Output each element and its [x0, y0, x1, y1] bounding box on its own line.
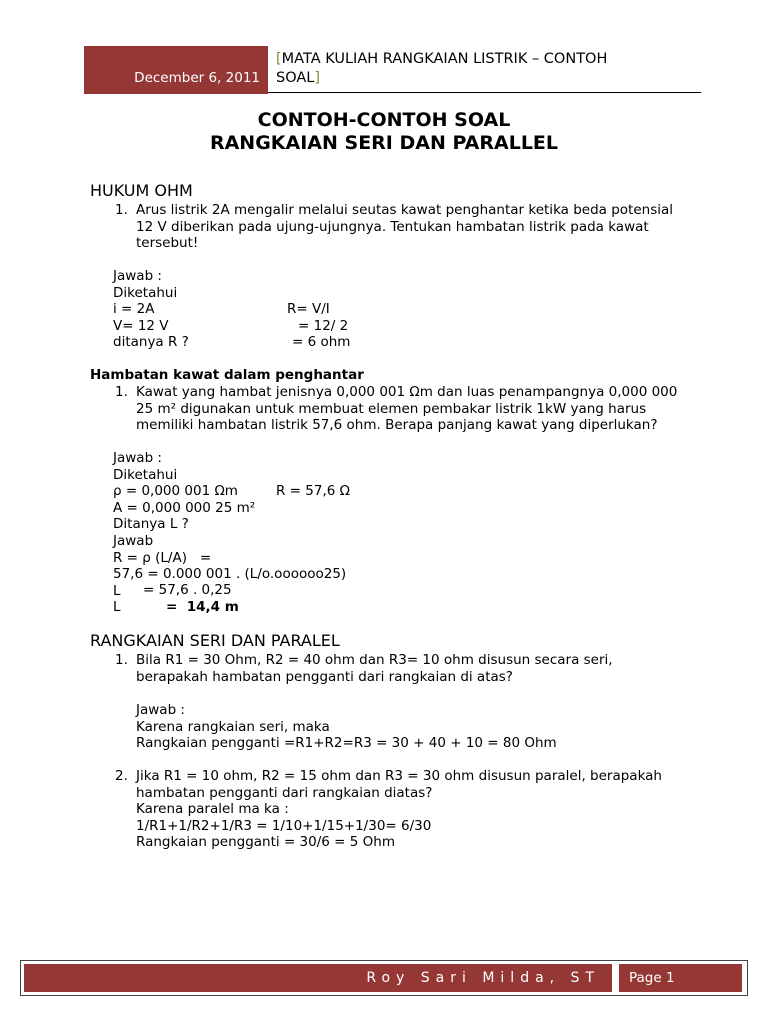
header-title-line2: SOAL	[276, 70, 315, 86]
asked-r: ditanya R ?	[113, 334, 189, 351]
answer-label: Jawab :	[113, 450, 162, 466]
asked-l: Ditanya L ?	[113, 516, 189, 533]
answer-block	[113, 268, 189, 351]
answer-line: 1/R1+1/R2+1/R3 = 1/10+1/15+1/30= 6/30	[136, 817, 432, 834]
footer-page-box	[616, 964, 742, 992]
header-divider	[268, 92, 701, 93]
question-number: 1.	[115, 202, 128, 218]
page-number: Page 1	[629, 970, 675, 986]
question-line: Kawat yang hambat jenisnya 0,000 001 Ωm dan luas penampangnya 0,000 000	[136, 384, 678, 400]
header-date-text: December 6, 2011	[134, 70, 260, 86]
equation-4-label: L	[113, 599, 121, 616]
formula-r: R= V/I	[287, 301, 330, 317]
given-a: A = 0,000 000 25 m²	[113, 499, 256, 516]
question-line: memiliki hambatan listrik 57,6 ohm. Berapa panjang kawat yang diperlukan?	[136, 417, 658, 434]
answer-line: Rangkaian pengganti =R1+R2=R3 = 30 + 40 + 10 = 80 Ohm	[136, 735, 557, 752]
question-number: 2.	[115, 768, 128, 784]
equation-3-label: L	[113, 582, 121, 599]
final-answer: = 14,4 m	[166, 599, 239, 615]
question-text	[136, 202, 673, 252]
given-rho: ρ = 0,000 001 Ωm	[113, 483, 238, 500]
page-title-line1: CONTOH-CONTOH SOAL	[257, 109, 511, 131]
bracket-close: ]	[314, 70, 321, 86]
formula-result: = 6 ohm	[292, 334, 351, 350]
question-line: 12 V diberikan pada ujung-ujungnya. Tentukan hambatan listrik pada kawat	[136, 218, 649, 235]
equation-2: 57,6 = 0.000 001 . (L/o.oooooo25)	[113, 566, 347, 583]
footer-author-bar	[24, 964, 612, 992]
footer	[20, 960, 748, 996]
question-text	[136, 768, 662, 851]
question-line: hambatan pengganti dari rangkaian diatas?	[136, 784, 433, 801]
question-number: 1.	[115, 652, 128, 668]
header-title-line1: MATA KULIAH RANGKAIAN LISTRIK – CONTOH	[281, 51, 608, 67]
given-r: R = 57,6 Ω	[276, 483, 350, 499]
answer-line: Karena paralel ma ka :	[136, 801, 289, 818]
equation-1: R = ρ (L/A) =	[113, 549, 212, 566]
question-text	[136, 384, 677, 434]
question-number: 1.	[115, 384, 128, 400]
equation-3: = 57,6 . 0,25	[143, 582, 232, 598]
question-line: tersebut!	[136, 235, 199, 252]
question-line: Arus listrik 2A mengalir melalui seutas kawat penghantar ketika beda potensial	[136, 202, 674, 218]
question-line: Jika R1 = 10 ohm, R2 = 15 ohm dan R3 = 30 ohm disusun paralel, berapakah	[136, 768, 662, 784]
answer-label-2: Jawab	[113, 532, 154, 549]
section-heading-seri-paralel: RANGKAIAN SERI DAN PARALEL	[90, 631, 340, 650]
formula-step: = 12/ 2	[298, 318, 349, 334]
question-text	[136, 652, 613, 685]
question-line: 25 m² digunakan untuk membuat elemen pembakar listrik 1kW yang harus	[136, 400, 647, 417]
bracket-open: [	[276, 51, 282, 67]
footer-author: Roy Sari Milda, ST	[366, 970, 600, 986]
question-line: Bila R1 = 30 Ohm, R2 = 40 ohm dan R3= 10 ohm disusun secara seri,	[136, 652, 613, 668]
answer-block	[136, 702, 557, 752]
page-title-line2: RANGKAIAN SERI DAN PARALLEL	[209, 132, 559, 154]
header-date	[84, 46, 268, 94]
page-title	[0, 109, 768, 155]
question-line: berapakah hambatan pengganti dari rangkaian di atas?	[136, 668, 513, 685]
section-heading-hambatan: Hambatan kawat dalam penghantar	[90, 367, 364, 383]
given-i: i = 2A	[113, 301, 155, 318]
given-v: V= 12 V	[113, 317, 169, 334]
section-heading-hukum-ohm: HUKUM OHM	[90, 181, 193, 200]
answer-label: Jawab :	[113, 268, 162, 284]
answer-line: Rangkaian pengganti = 30/6 = 5 Ohm	[136, 834, 395, 851]
header-title	[276, 50, 696, 88]
known-label: Diketahui	[113, 284, 178, 301]
known-label: Diketahui	[113, 466, 178, 483]
answer-line: Karena rangkaian seri, maka	[136, 718, 330, 735]
answer-label: Jawab :	[136, 702, 185, 718]
